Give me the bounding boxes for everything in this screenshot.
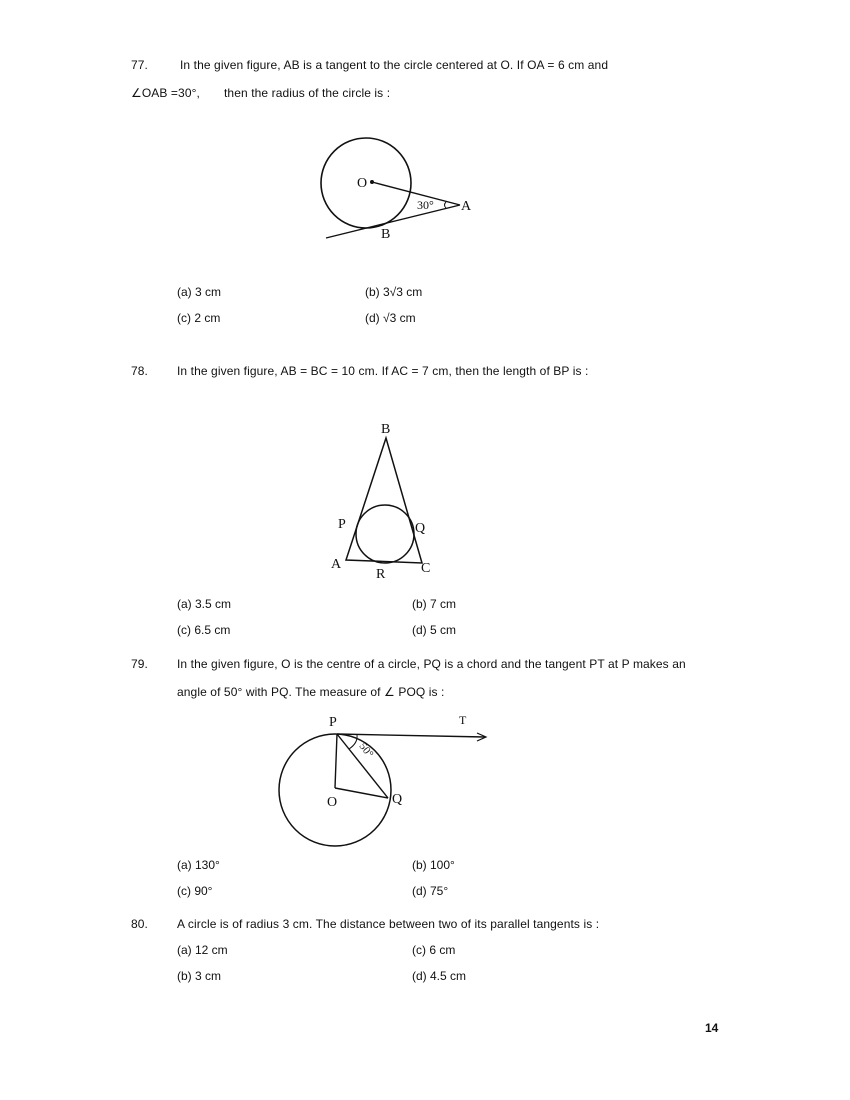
question-77-text-line2a: ∠OAB =30°,	[131, 86, 200, 100]
question-80-text: A circle is of radius 3 cm. The distance between two of its parallel tangents is :	[177, 917, 600, 931]
figure-79	[270, 708, 495, 848]
label-A78: A	[331, 557, 342, 572]
tangent-AB	[326, 205, 460, 238]
label-O79: O	[327, 795, 338, 810]
question-79-text-line1: In the given figure, O is the centre of a circle, PQ is a chord and the tangent PT at P makes an	[177, 657, 686, 671]
question-79-number: 79.	[131, 657, 148, 671]
q78-option-b[interactable]: (b) 7 cm	[412, 597, 457, 611]
label-R78: R	[376, 567, 386, 582]
question-77-text-line1: In the given figure, AB is a tangent to the circle centered at O. If OA = 6 cm and	[180, 58, 609, 72]
q80-option-c[interactable]: (c) 6 cm	[412, 943, 456, 957]
q79-option-a[interactable]: (a) 130°	[177, 858, 220, 872]
q78-option-a[interactable]: (a) 3.5 cm	[177, 597, 232, 611]
incircle-78	[356, 505, 414, 563]
q79-option-c[interactable]: (c) 90°	[177, 884, 213, 898]
q79-option-b[interactable]: (b) 100°	[412, 858, 455, 872]
angle-arc-77	[445, 202, 447, 208]
label-T79: T	[459, 713, 467, 727]
radius-OQ	[335, 788, 388, 798]
q80-option-d[interactable]: (d) 4.5 cm	[412, 969, 467, 983]
page-number: 14	[705, 1021, 719, 1035]
label-B: B	[381, 227, 391, 242]
q77-option-a[interactable]: (a) 3 cm	[177, 285, 222, 299]
label-angle-50: 50°	[356, 740, 376, 761]
line-OA	[372, 182, 460, 205]
label-Q79: Q	[392, 792, 403, 807]
question-78-number: 78.	[131, 364, 148, 378]
center-O-dot	[370, 180, 374, 184]
label-A: A	[461, 199, 472, 214]
q79-option-d[interactable]: (d) 75°	[412, 884, 449, 898]
radius-OP	[335, 734, 337, 788]
q77-option-c[interactable]: (c) 2 cm	[177, 311, 221, 325]
question-79-text-line2: angle of 50° with PQ. The measure of ∠ POQ is :	[177, 685, 445, 699]
question-77-text-line2b: then the radius of the circle is :	[224, 86, 391, 100]
label-P79: P	[329, 715, 337, 730]
question-78-text: In the given figure, AB = BC = 10 cm. If AC = 7 cm, then the length of BP is :	[177, 364, 589, 378]
q77-option-d[interactable]: (d) √3 cm	[365, 311, 416, 325]
figure-78	[320, 410, 450, 585]
question-77-number: 77.	[131, 58, 148, 72]
q80-option-a[interactable]: (a) 12 cm	[177, 943, 228, 957]
label-C78: C	[421, 561, 431, 576]
question-80-number: 80.	[131, 917, 148, 931]
label-B78: B	[381, 422, 391, 437]
label-O: O	[357, 176, 368, 191]
q80-option-b[interactable]: (b) 3 cm	[177, 969, 222, 983]
label-P78: P	[338, 517, 346, 532]
tangent-PT	[337, 734, 485, 737]
q78-option-c[interactable]: (c) 6.5 cm	[177, 623, 231, 637]
q77-option-b[interactable]: (b) 3√3 cm	[365, 285, 423, 299]
label-angle-30: 30°	[417, 198, 434, 212]
label-Q78: Q	[415, 521, 426, 536]
figure-77	[300, 130, 500, 250]
q78-option-d[interactable]: (d) 5 cm	[412, 623, 457, 637]
